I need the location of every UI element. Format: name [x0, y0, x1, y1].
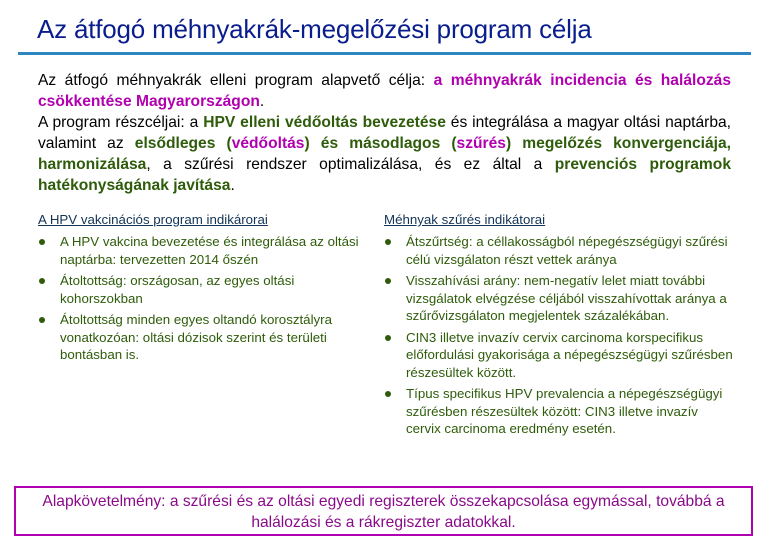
- intro-goal-prefix: Az átfogó méhnyakrák elleni program alapvető célja:: [38, 72, 434, 89]
- intro-secondary: ) és másodlagos (: [304, 135, 457, 152]
- hpv-indicators-heading: A HPV vakcinációs program indikárorai: [38, 212, 268, 227]
- bullet-icon: [385, 239, 391, 245]
- bullet-icon: [385, 278, 391, 284]
- list-item-text: Átoltottság: országosan, az egyes oltási kohorszokban: [60, 273, 295, 306]
- list-item: [38, 233, 368, 268]
- list-item-text: CIN3 illetve invazív cervix carcinoma korspecifikus előfordulási gyakorisága a népegészségügyi szűrésben részesültek között.: [406, 329, 733, 380]
- intro-primary: elsődleges (: [134, 135, 232, 152]
- intro-vaccination: védőoltás: [231, 135, 305, 152]
- hpv-indicators-column: [38, 212, 368, 368]
- bullet-icon: [39, 278, 45, 284]
- bullet-icon: [39, 239, 45, 245]
- intro-optimization: , a szűrési rendszer optimalizálása, és ez által a: [146, 156, 555, 173]
- list-item-text: Átszűrtség: a céllakosságból népegészségügyi szűrési célú vizsgálaton részt vettek aránya: [406, 234, 728, 267]
- screening-indicators-column: [384, 212, 736, 442]
- list-item: [384, 272, 736, 325]
- intro-goal-highlight: a méhnyakrák incidencia és halálozás csökkentése Magyarországon: [38, 72, 731, 110]
- bullet-icon: [385, 335, 391, 341]
- intro-text: [38, 70, 731, 196]
- list-item: [384, 329, 736, 382]
- list-item-text: A HPV vakcina bevezetése és integrálása az oltási naptárba: tervezetten 2014 őszén: [60, 234, 359, 267]
- hpv-indicators-list: [38, 233, 368, 364]
- screening-indicators-list: [384, 233, 736, 438]
- list-item: [38, 272, 368, 307]
- bullet-icon: [39, 317, 45, 323]
- list-item: [384, 385, 736, 438]
- list-item-text: Típus specifikus HPV prevalencia a népegészségügyi szűrésben részesültek között: CIN3 illetve invazív cervix carcinoma eredmény esetén.: [406, 386, 723, 436]
- screening-indicators-heading: Méhnyak szűrés indikátorai: [384, 212, 546, 227]
- intro-end: .: [230, 177, 235, 194]
- title-divider: [18, 52, 751, 55]
- intro-subgoals-mid: és integrálása a magyar oltási naptárba, valamint az: [38, 114, 732, 152]
- list-item: [384, 233, 736, 268]
- bullet-icon: [385, 391, 391, 397]
- intro-convergence: ) megelőzés konvergenciája, harmonizálása: [38, 135, 731, 173]
- intro-subgoals-start: A program részcéljai: a: [38, 114, 204, 131]
- requirement-box: Alapkövetelmény: a szűrési és az oltási egyedi regiszterek összekapcsolása egymással, továbbá a halálozási és a rákregiszter adatokkal.: [14, 486, 753, 536]
- intro-prevention: prevenciós programok hatékonyságának javítása: [38, 156, 731, 194]
- list-item-text: Visszahívási arány: nem-negatív lelet miatt további vizsgálatok elvégzése céljából visszahívottak aránya a szűrővizsgálaton megjelentek százalékában.: [406, 273, 727, 323]
- page-title: Az átfogó méhnyakrák-megelőzési program célja: [37, 14, 592, 44]
- list-item: [38, 311, 368, 364]
- intro-hpv-vaccination: HPV elleni védőoltás bevezetése: [203, 114, 446, 131]
- intro-screening: szűrés: [456, 135, 506, 152]
- intro-goal-suffix: .: [259, 93, 265, 110]
- list-item-text: Átoltottság minden egyes oltandó korosztályra vonatkozóan: oltási dózisok szerint és területi bontásban is.: [60, 312, 333, 362]
